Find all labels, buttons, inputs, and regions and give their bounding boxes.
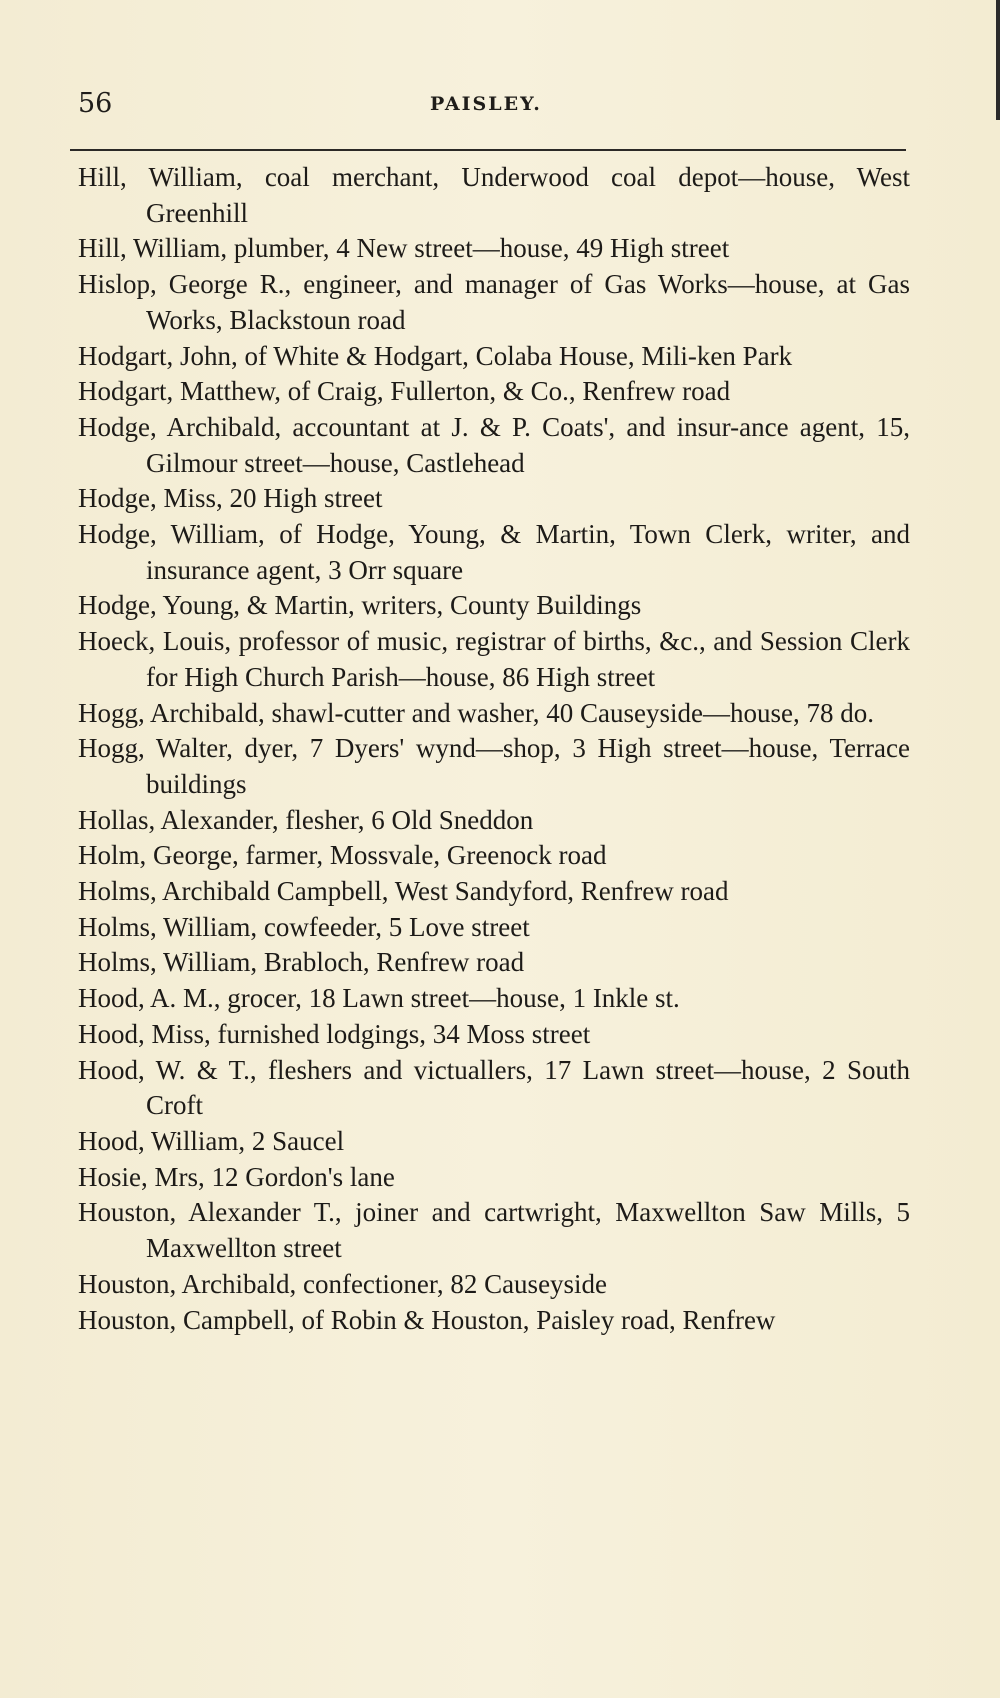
directory-entry — [78, 339, 910, 375]
entry-text: Houston, Alexander T., joiner and cartwright, Maxwellton Saw Mills, 5 Maxwellton street — [78, 1197, 910, 1264]
entry-text: Hill, William, plumber, 4 New street—house, 49 High street — [78, 233, 730, 264]
entry-text: Hogg, Archibald, shawl-cutter and washer, 40 Causeyside—house, 78 do. — [78, 697, 874, 728]
entry-text: Hogg, Walter, dyer, 7 Dyers' wynd—shop, 3 High street—house, Terrace buildings — [78, 733, 910, 799]
directory-entry — [78, 1195, 910, 1266]
running-head: PAISLEY. — [430, 93, 542, 115]
entry-text: Hodge, Archibald, accountant at J. & P. Coats', and insur-ance agent, 15, Gilmour street—house, Castlehead — [78, 411, 910, 478]
directory-entry — [78, 1160, 910, 1196]
entry-text: Holm, George, farmer, Mossvale, Greenock road — [78, 840, 607, 871]
entry-text: Hood, Miss, furnished lodgings, 34 Moss street — [78, 1018, 591, 1049]
directory-entry — [78, 588, 910, 624]
directory-entry — [78, 981, 910, 1017]
directory-entry — [78, 374, 910, 410]
entry-text: Hood, A. M., grocer, 18 Lawn street—house, 1 Inkle st. — [78, 983, 680, 1014]
directory-entry — [78, 267, 910, 338]
entry-text: Holms, William, Brabloch, Renfrew road — [78, 947, 525, 978]
directory-entry — [78, 160, 910, 231]
page-header — [78, 86, 908, 122]
directory-entry — [78, 731, 910, 802]
directory-entry — [78, 910, 910, 946]
directory-entry — [78, 803, 910, 839]
directory-entry — [78, 696, 910, 732]
entry-text: Houston, Archibald, confectioner, 82 Causeyside — [78, 1268, 608, 1299]
entry-text: Hood, W. & T., fleshers and victuallers, 17 Lawn street—house, 2 South Croft — [78, 1054, 910, 1121]
entry-text: Hoeck, Louis, professor of music, registrar of births, &c., and Session Clerk for High Church Parish—house, 86 High street — [78, 626, 910, 692]
entry-text: Hill, William, coal merchant, Underwood coal depot—house, West Greenhill — [78, 162, 910, 228]
entry-text: Hodge, Miss, 20 High street — [78, 483, 383, 514]
directory-entry — [78, 1267, 910, 1303]
directory-entries — [78, 160, 910, 1338]
entry-text: Hollas, Alexander, flesher, 6 Old Sneddon — [78, 804, 534, 835]
directory-entry — [78, 624, 910, 695]
directory-entry — [78, 874, 910, 910]
entry-text: Hislop, George R., engineer, and manager of Gas Works—house, at Gas Works, Blackstoun road — [78, 269, 910, 335]
directory-entry — [78, 1053, 910, 1124]
entry-text: Hodge, Young, & Martin, writers, County Buildings — [78, 590, 642, 621]
directory-entry — [78, 1124, 910, 1160]
entry-text: Hood, William, 2 Saucel — [78, 1125, 345, 1156]
directory-entry — [78, 481, 910, 517]
directory-entry — [78, 945, 910, 981]
entry-text: Hodge, William, of Hodge, Young, & Martin, Town Clerk, writer, and insurance agent, 3 Orr square — [78, 519, 910, 585]
directory-entry — [78, 838, 910, 874]
entry-text: Holms, Archibald Campbell, West Sandyford, Renfrew road — [78, 876, 729, 907]
directory-entry — [78, 231, 910, 267]
entry-text: Houston, Campbell, of Robin & Houston, Paisley road, Renfrew — [78, 1304, 776, 1335]
page-edge-shadow — [996, 0, 1000, 120]
page-number: 56 — [78, 88, 113, 119]
entry-text: Hosie, Mrs, 12 Gordon's lane — [78, 1161, 395, 1192]
directory-entry — [78, 1303, 910, 1339]
entry-text: Hodgart, John, of White & Hodgart, Colaba House, Mili-ken Park — [78, 340, 793, 371]
directory-entry — [78, 410, 910, 481]
entry-text: Holms, William, cowfeeder, 5 Love street — [78, 911, 530, 942]
directory-entry — [78, 1017, 910, 1053]
directory-entry — [78, 517, 910, 588]
header-rule — [70, 149, 906, 151]
entry-text: Hodgart, Matthew, of Craig, Fullerton, & Co., Renfrew road — [78, 376, 731, 407]
